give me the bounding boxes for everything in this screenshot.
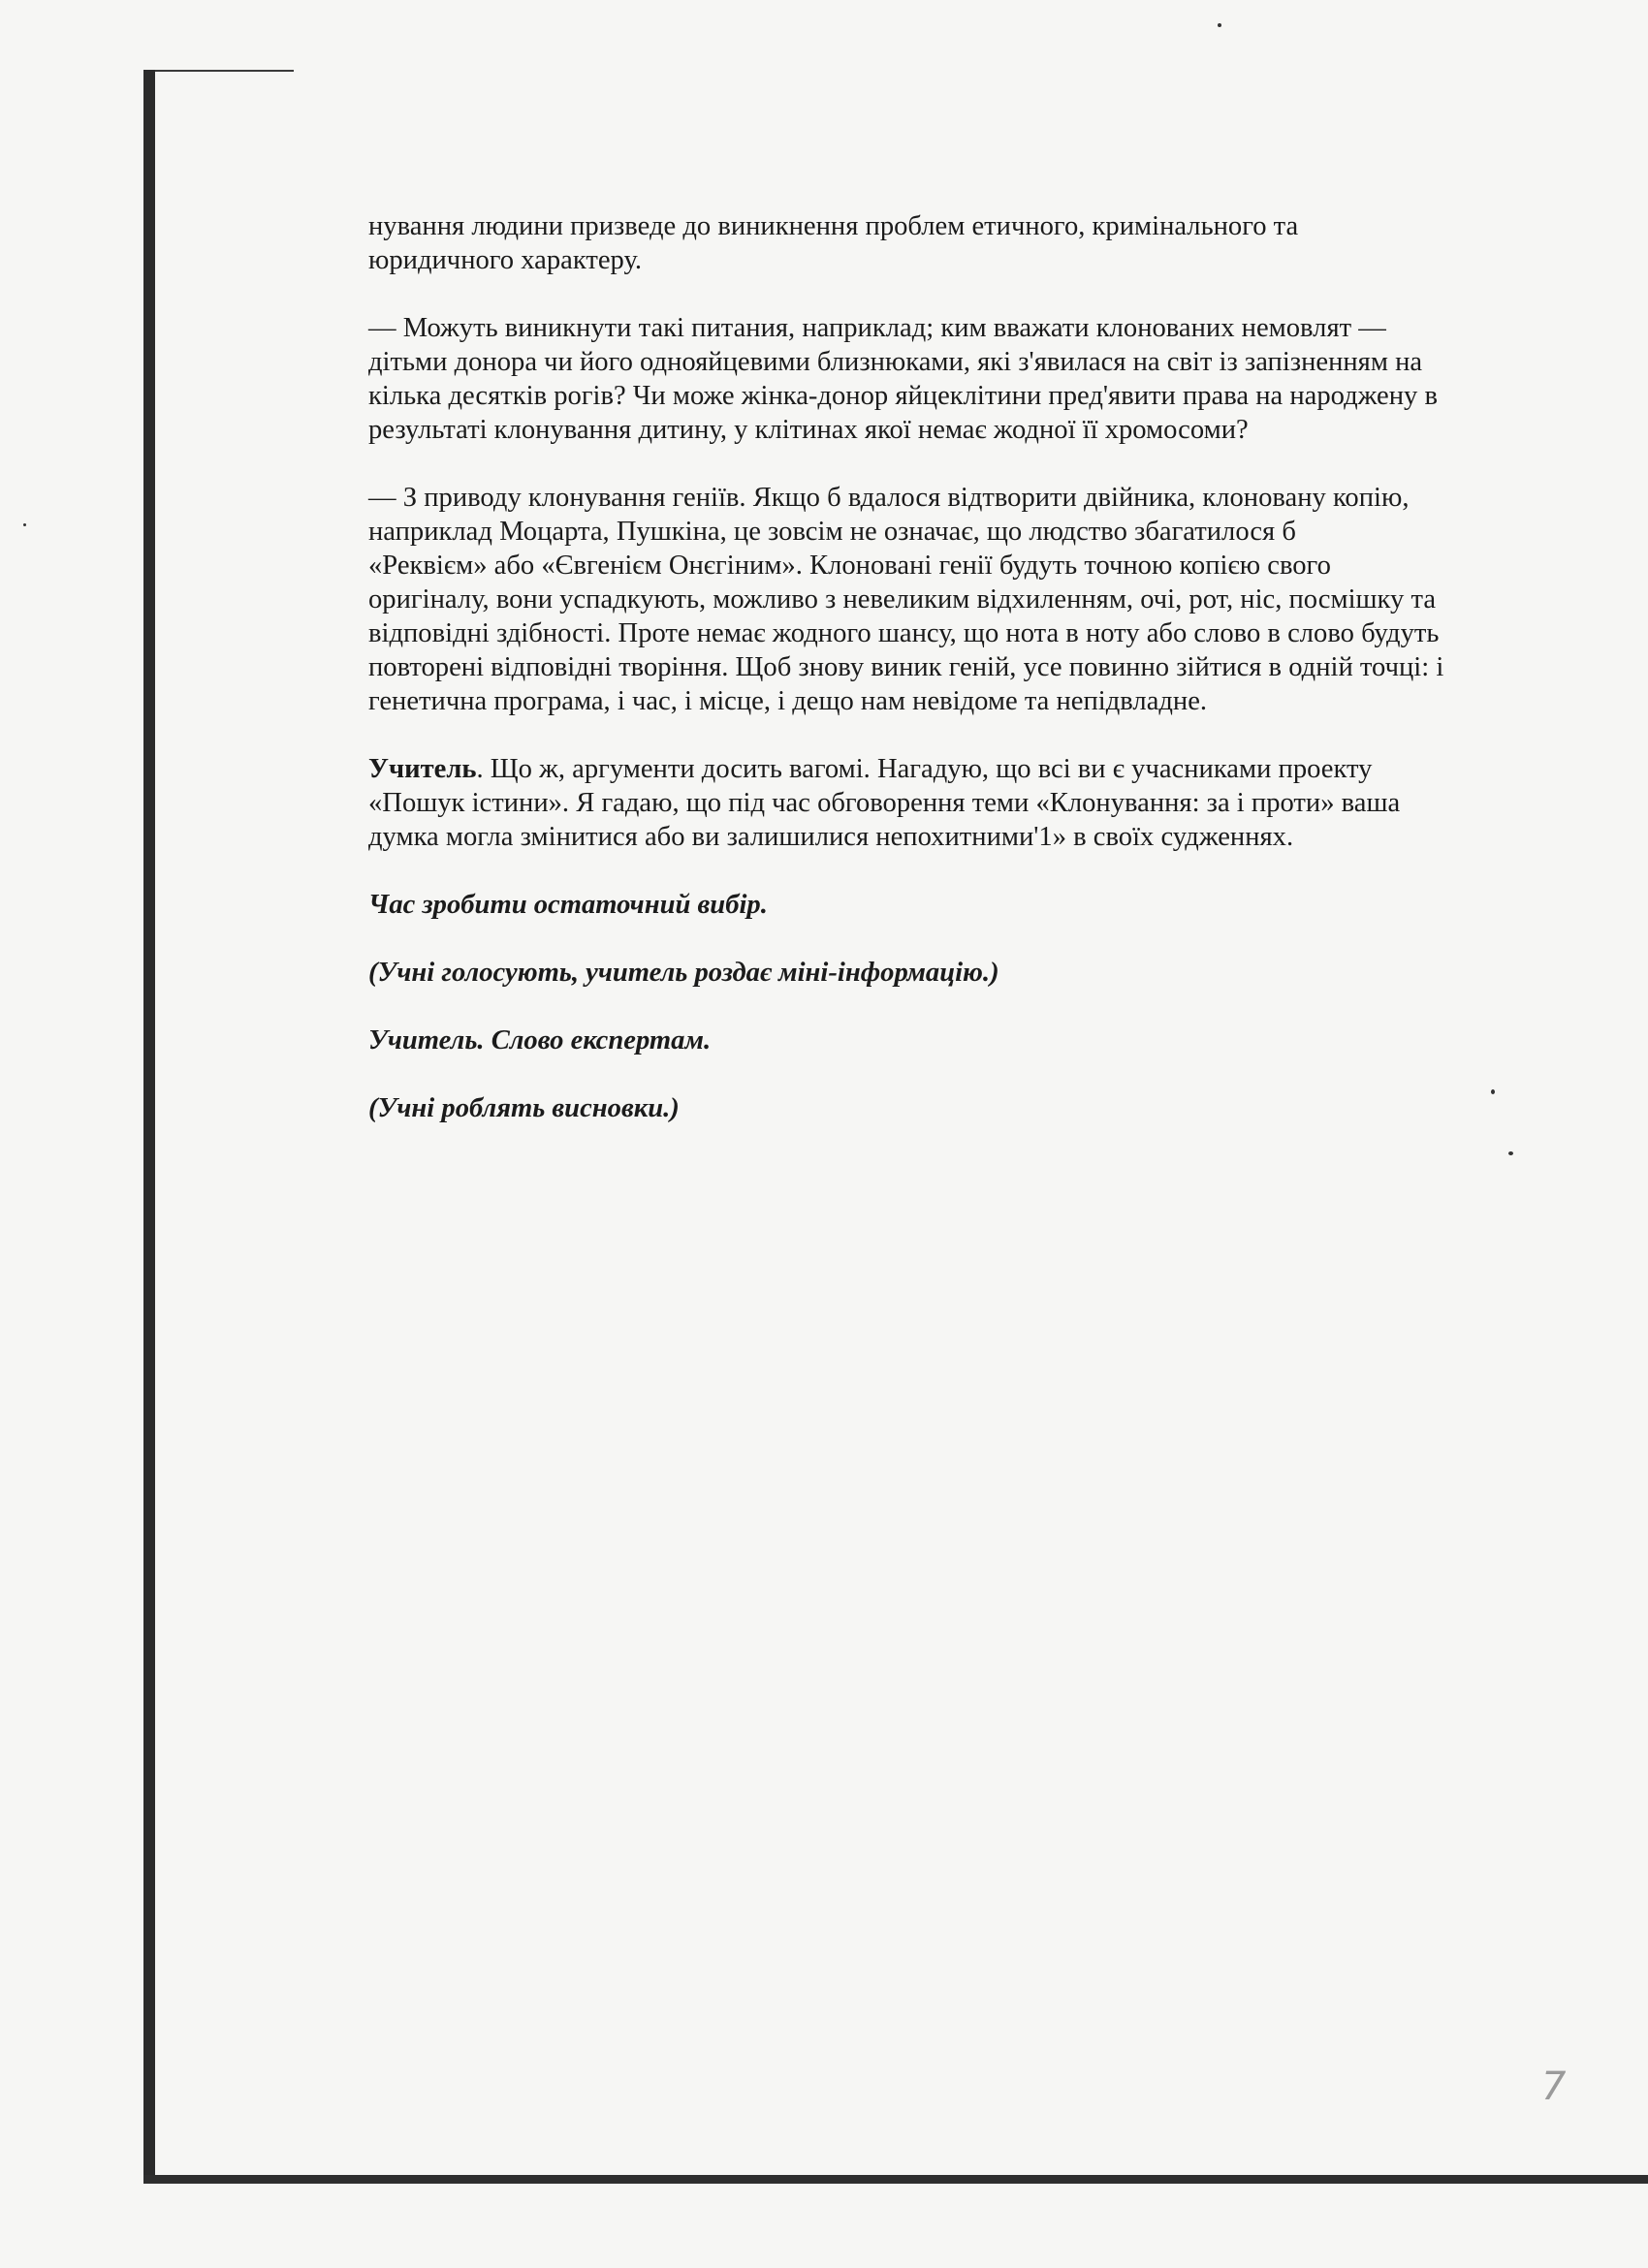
text-line: генетична програма, і час, і місце, і дещо нам невідоме та непідвладне.: [368, 686, 1208, 716]
text-line: відповідні здібності. Проте немає жодного шансу, що нота в ноту або слово в слово будуть: [368, 618, 1440, 648]
text-line: [368, 752, 1551, 786]
scan-speck: [23, 523, 26, 526]
paragraph-5: [368, 888, 1551, 922]
speaker-label: Учитель: [368, 754, 477, 784]
scan-speck: [1218, 23, 1221, 27]
paragraph-3: [368, 481, 1551, 718]
text-line: нування людини призведе до виникнення проблем етичного, кримінального та: [368, 211, 1299, 241]
text-line: — Можуть виникнути такі питания, наприклад; ким вважати клонованих немовлят —: [368, 313, 1386, 343]
paragraph-2: [368, 311, 1551, 447]
text-line: дітьми донора чи його однояйцевими близнюками, які з'явилася на світ із запізненням на: [368, 347, 1423, 377]
text-line: (Учні роблять висновки.): [368, 1093, 680, 1123]
paragraph-4: [368, 752, 1551, 854]
paragraph-6: [368, 956, 1551, 990]
text-line: повторені відповідні творіння. Щоб знову виник геній, усе повинно зійтися в одній точці: і: [368, 652, 1444, 682]
document-body: [368, 209, 1551, 1159]
text-line: — З приводу клонування геніїв. Якщо б вдалося відтворити двійника, клоновану копію,: [368, 483, 1410, 513]
text-line: оригіналу, вони успадкують, можливо з невеликим відхиленням, очі, рот, ніс, посмішку та: [368, 584, 1437, 614]
paragraph-7: [368, 1024, 1551, 1057]
text-line: Час зробити остаточний вибір.: [368, 890, 768, 920]
text-line: (Учні голосують, учитель роздає міні-інформацію.): [368, 958, 999, 988]
scan-border-left: [143, 70, 155, 2183]
text-line: юридичного характеру.: [368, 245, 643, 275]
text-line: результаті клонування дитину, у клітинах якої немає жодної її хромосоми?: [368, 415, 1249, 445]
text-line: наприклад Моцарта, Пушкіна, це зовсім не означає, що людство збагатилося б: [368, 517, 1296, 547]
paragraph-8: [368, 1091, 1551, 1125]
text-line: Учитель. Слово експертам.: [368, 1025, 712, 1055]
text-line: «Пошук істини». Я гадаю, що під час обговорення теми «Клонування: за і проти» ваша: [368, 788, 1401, 818]
text-line: кілька десятків рогів? Чи може жінка-донор яйцеклітини пред'явити права на народжену в: [368, 381, 1438, 411]
paragraph-1: [368, 209, 1551, 277]
scan-border-top: [143, 70, 294, 72]
text-line-rest: . Що ж, аргументи досить вагомі. Нагадую, що всі ви є учасниками проекту: [476, 754, 1373, 784]
scan-border-bottom: [143, 2175, 1648, 2184]
page-number: 7: [1541, 2064, 1567, 2109]
text-line: думка могла змінитися або ви залишилися непохитними'1» в своїх судженнях.: [368, 822, 1294, 852]
text-line: «Реквієм» або «Євгенієм Онєгіним». Клоновані генії будуть точною копією свого: [368, 551, 1331, 581]
